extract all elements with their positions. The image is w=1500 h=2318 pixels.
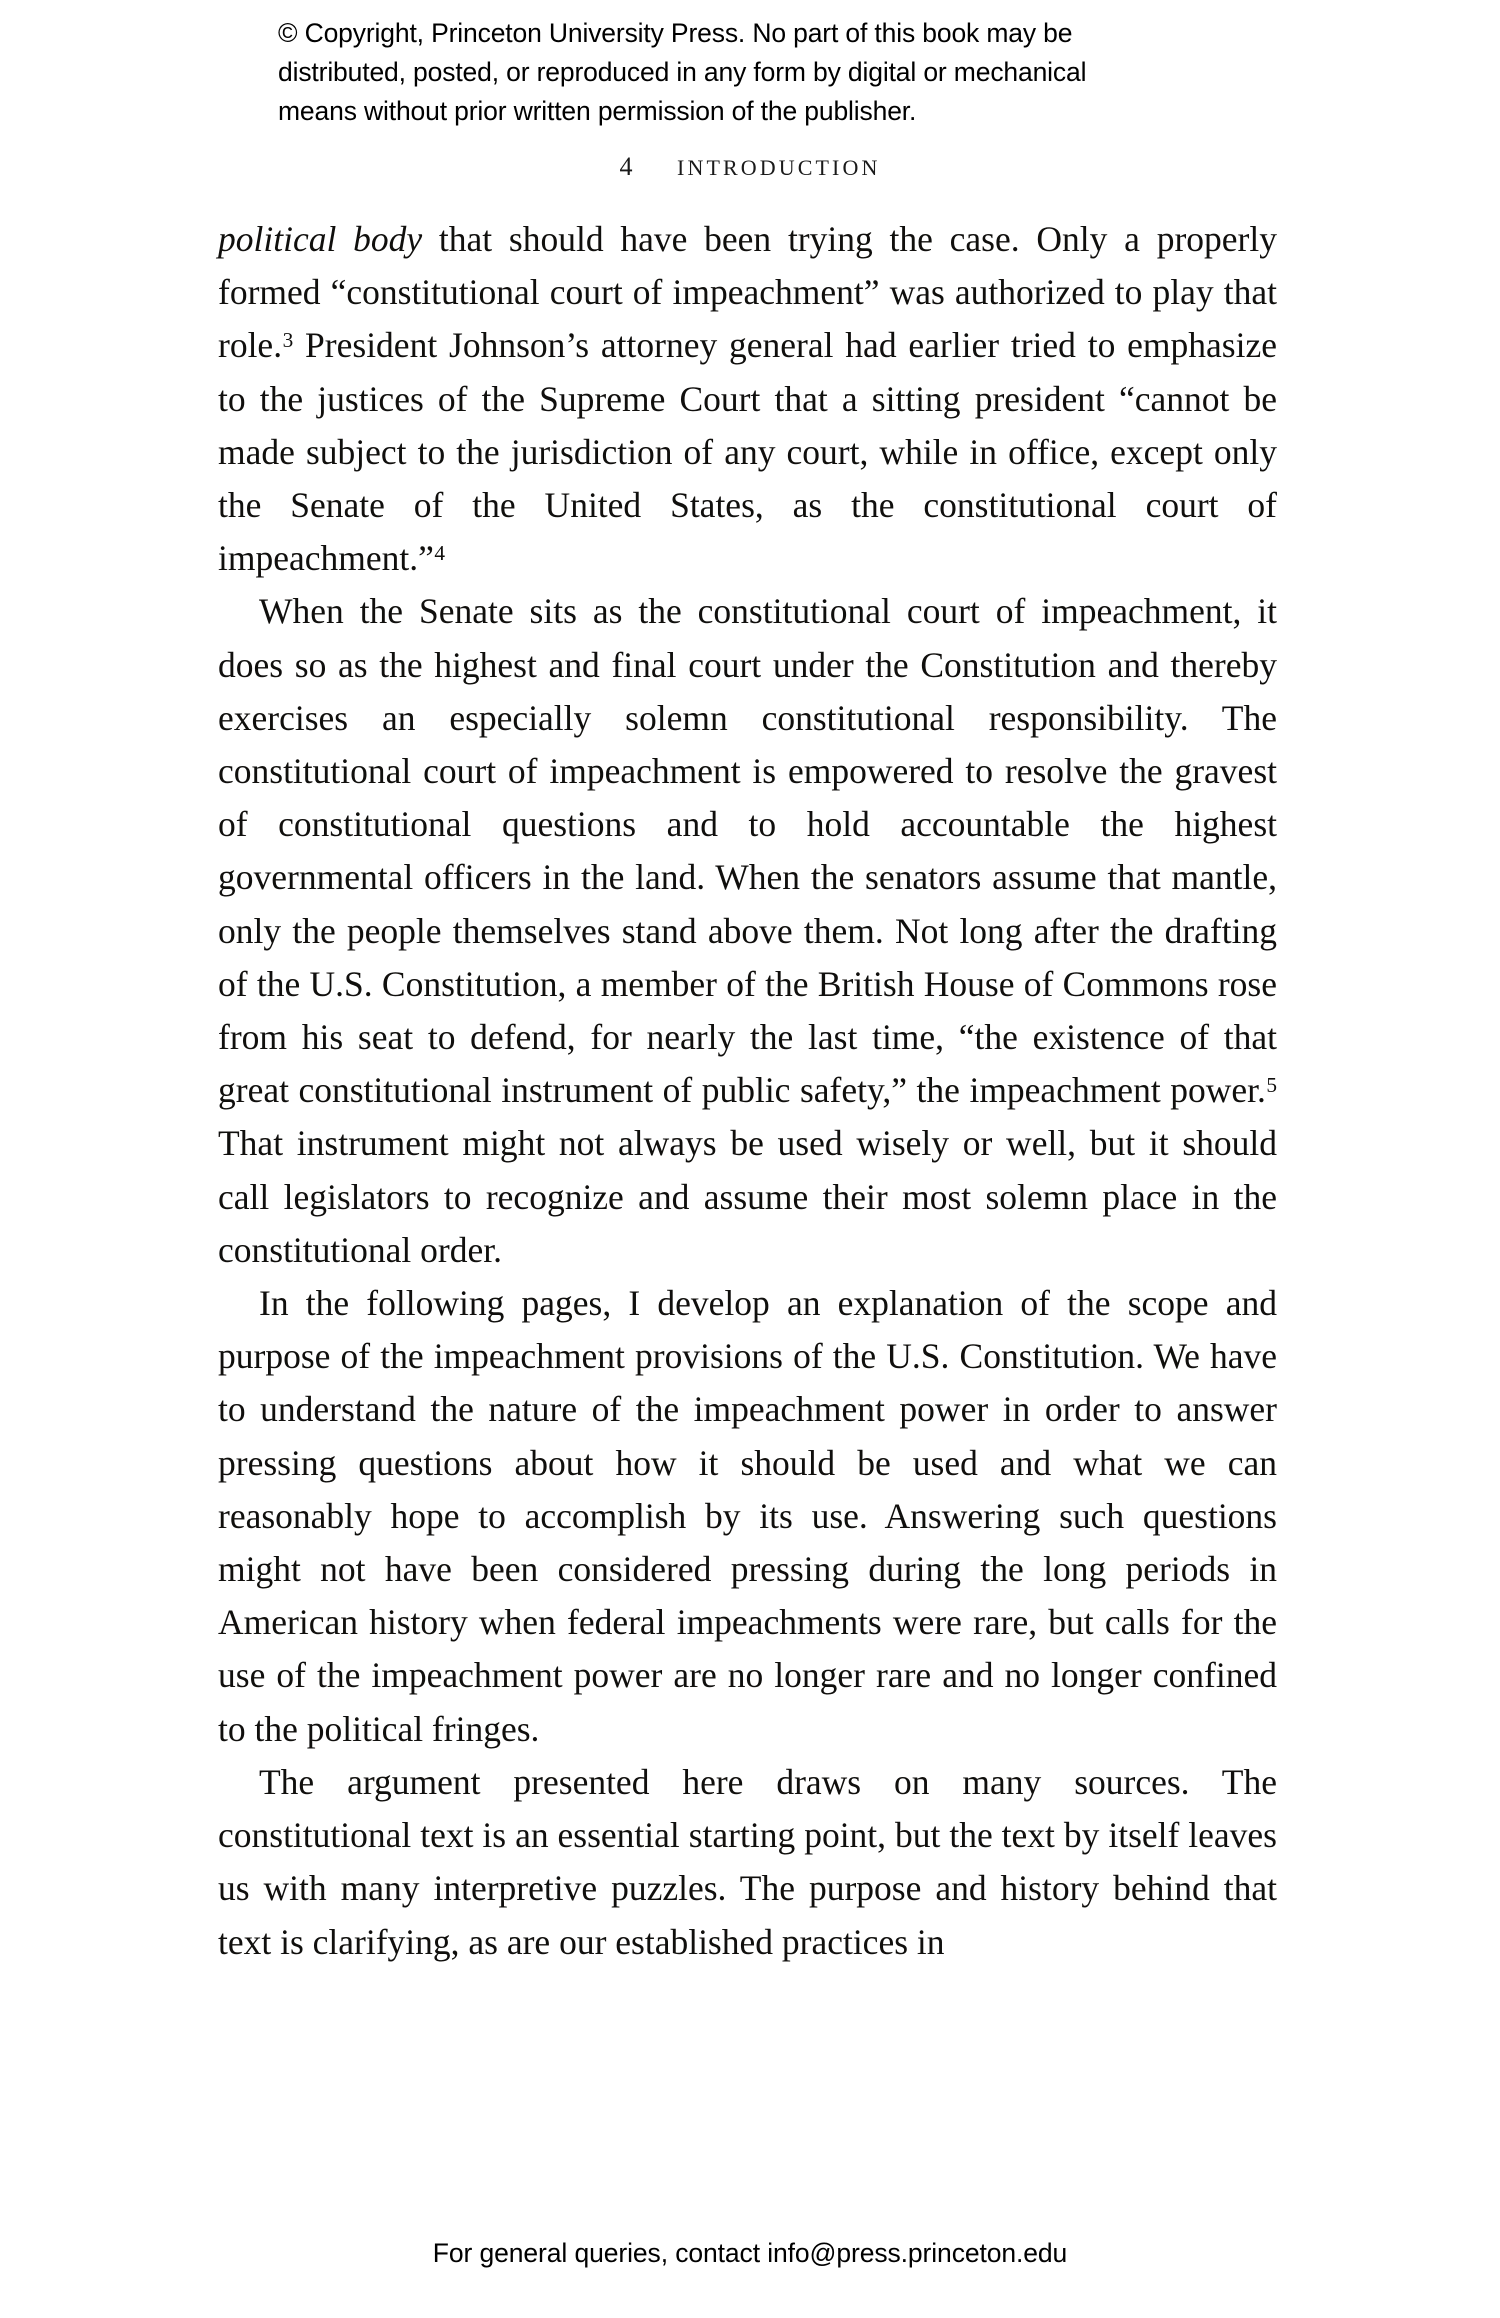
copyright-notice	[278, 14, 1218, 131]
paragraph-4	[218, 1756, 1277, 1969]
paragraph-1-text-a: that should have been trying the case. Only a properly formed “constitutional court of impeachment” was authorized to play that role.	[218, 219, 1277, 366]
footnote-marker-3: 3	[282, 327, 294, 352]
paragraph-3-text: In the following pages, I develop an explanation of the scope and purpose of the impeachment provisions of the U.S. Constitution. We have to understand the nature of the impeachment power in order to answer pressing questions about how it should be used and what we can reasonably hope to accomplish by its use. Answering such questions might not have been considered pressing during the long periods in American history when federal impeachments were rare, but calls for the use of the impeachment power are no longer rare and no longer confined to the political fringes.	[218, 1283, 1277, 1749]
page-number: 4	[619, 152, 633, 181]
footnote-marker-5: 5	[1266, 1072, 1277, 1097]
copyright-notice-line-2: distributed, posted, or reproduced in any form by digital or mechanical	[278, 57, 1087, 87]
running-head-title: INTRODUCTION	[677, 155, 881, 180]
paragraph-2-text-b: That instrument might not always be used wisely or well, but it should call legislators to recognize and assume their most solemn place in the constitutional order.	[218, 1123, 1277, 1270]
paragraph-2-text-a: When the Senate sits as the constitutional court of impeachment, it does so as the highest and final court under the Constitution and thereby exercises an especially solemn constitutional responsibility. The constitutional court of impeachment is empowered to resolve the gravest of constitutional questions and to hold accountable the highest governmental officers in the land. When the senators assume that mantle, only the people themselves stand above them. Not long after the drafting of the U.S. Constitution, a member of the British House of Commons rose from his seat to defend, for nearly the last time, “the existence of that great constitutional instrument of public safety,” the impeachment power.	[218, 591, 1277, 1111]
paragraph-3	[218, 1277, 1277, 1756]
page-footer	[0, 2238, 1500, 2269]
page-footer-text: For general queries, contact info@press.princeton.edu	[432, 2238, 1068, 2268]
footnote-marker-4: 4	[434, 540, 446, 565]
running-head	[0, 152, 1500, 182]
paragraph-2	[218, 585, 1277, 1277]
copyright-notice-line-1: © Copyright, Princeton University Press. No part of this book may be	[278, 18, 1073, 48]
paragraph-1-text-b: President Johnson’s attorney general had earlier tried to emphasize to the justices of the Supreme Court that a sitting president “cannot be made subject to the jurisdiction of any court, while in office, except only the Senate of the United States, as the constitutional court of impeachment.”	[218, 325, 1277, 579]
body-text	[218, 213, 1277, 1969]
copyright-notice-line-3: means without prior written permission of the publisher.	[278, 96, 917, 126]
paragraph-1-italic-lead: political body	[218, 219, 423, 259]
paragraph-1	[218, 213, 1277, 585]
paragraph-4-text: The argument presented here draws on many sources. The constitutional text is an essential starting point, but the text by itself leaves us with many interpretive puzzles. The purpose and history behind that text is clarifying, as are our established practices in	[218, 1761, 1277, 1962]
